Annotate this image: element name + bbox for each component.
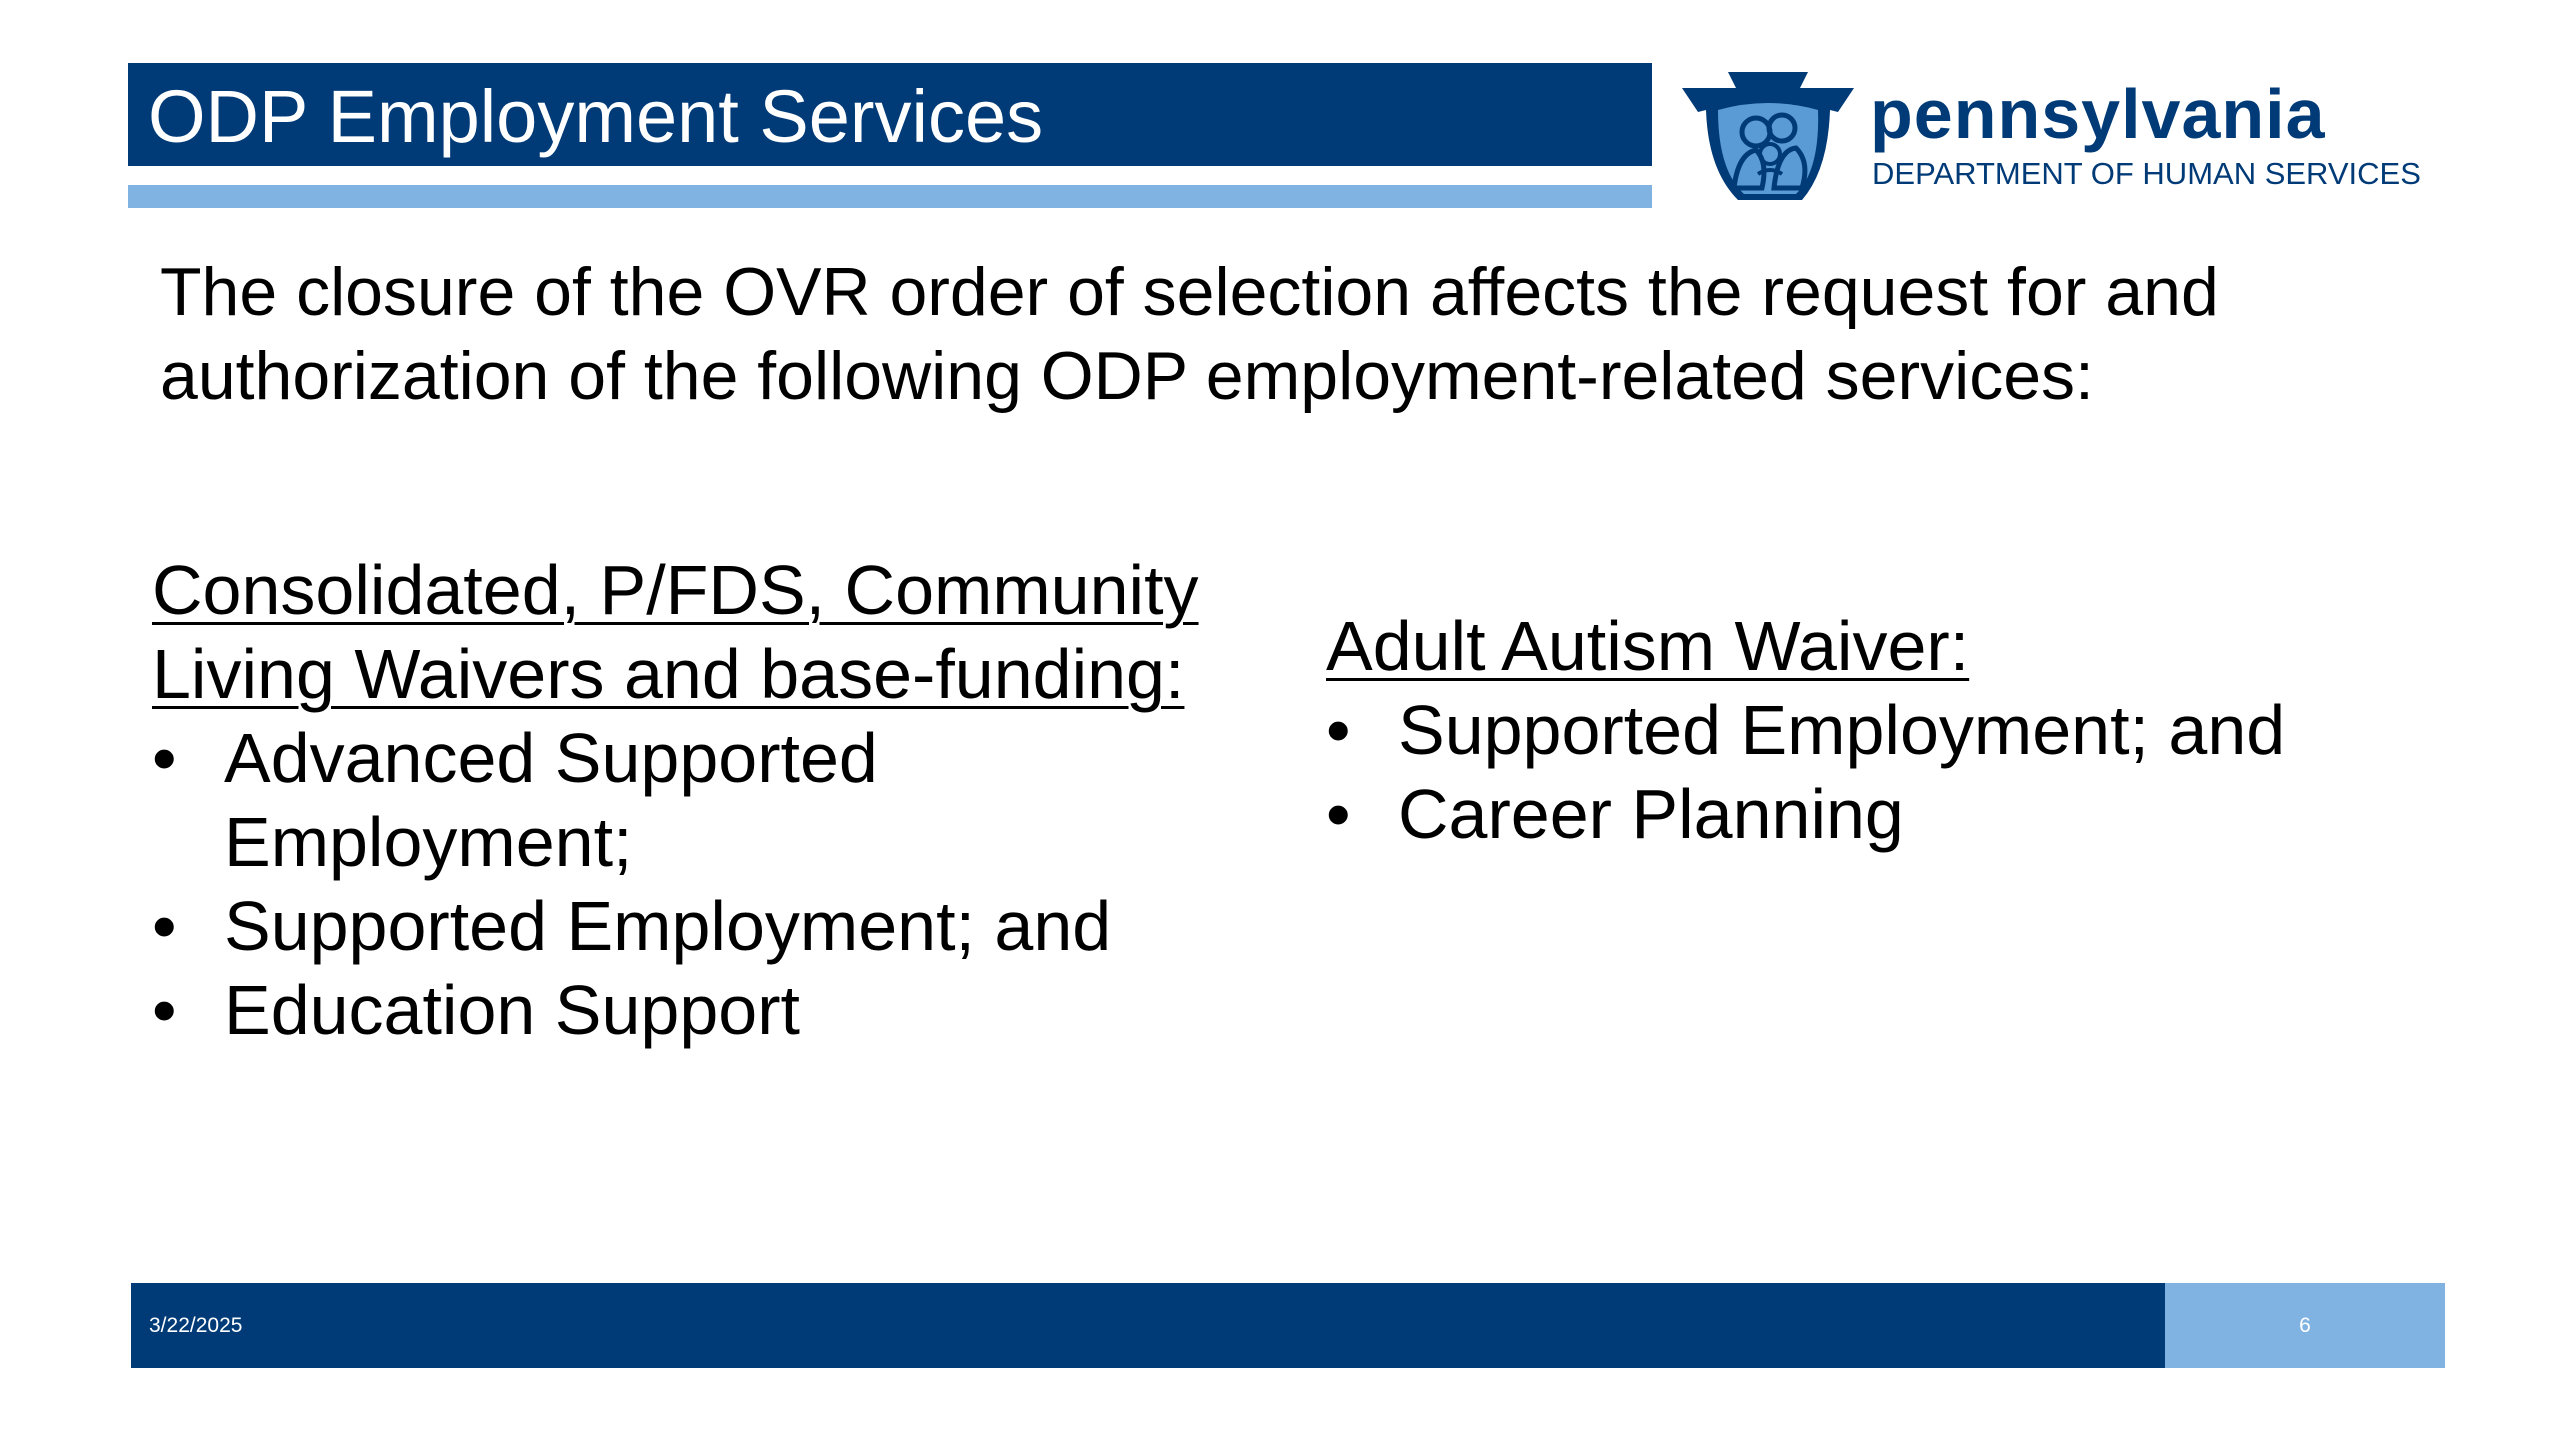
intro-paragraph: [160, 250, 2460, 418]
left-heading-line-1: Consolidated, P/FDS, Community: [152, 551, 1199, 629]
left-column-heading: [152, 548, 1292, 716]
page-number: 6: [2299, 1314, 2311, 1337]
list-item: [152, 716, 1292, 884]
logo-wordmark: pennsylvania: [1870, 75, 2326, 153]
list-item-text: • Advanced Supported: [224, 719, 878, 797]
right-column: [1326, 604, 2426, 856]
left-column: [152, 548, 1292, 1052]
title-bar: [128, 63, 1652, 166]
title-accent-bar: [128, 185, 1652, 208]
list-item-text-cont: Employment;: [224, 803, 633, 881]
list-item: [152, 884, 1292, 968]
list-item-text: • Education Support: [224, 971, 800, 1049]
intro-line-1: The closure of the OVR order of selection affects the request for and: [160, 254, 2219, 330]
list-item-text: • Supported Employment; and: [1398, 691, 2286, 769]
slide-title: ODP Employment Services: [148, 75, 1044, 158]
list-item: [1326, 772, 2426, 856]
footer-date: 3/22/2025: [149, 1314, 243, 1337]
left-heading-line-2: Living Waivers and base-funding:: [152, 635, 1185, 713]
pa-dhs-logo: [1678, 70, 2518, 208]
keystone-family-icon: [1678, 70, 1858, 208]
list-item: [152, 968, 1292, 1052]
footer-page-box: [2165, 1283, 2445, 1368]
right-bullet-list: [1326, 688, 2426, 856]
list-item-text: • Career Planning: [1398, 775, 1904, 853]
left-bullet-list: [152, 716, 1292, 1052]
footer-bar: [131, 1283, 2165, 1368]
logo-department: DEPARTMENT OF HUMAN SERVICES: [1872, 156, 2421, 191]
right-column-heading: Adult Autism Waiver:: [1326, 607, 1970, 685]
list-item-text: • Supported Employment; and: [224, 887, 1112, 965]
intro-line-2: authorization of the following ODP employment-related services:: [160, 338, 2094, 414]
list-item: [1326, 688, 2426, 772]
